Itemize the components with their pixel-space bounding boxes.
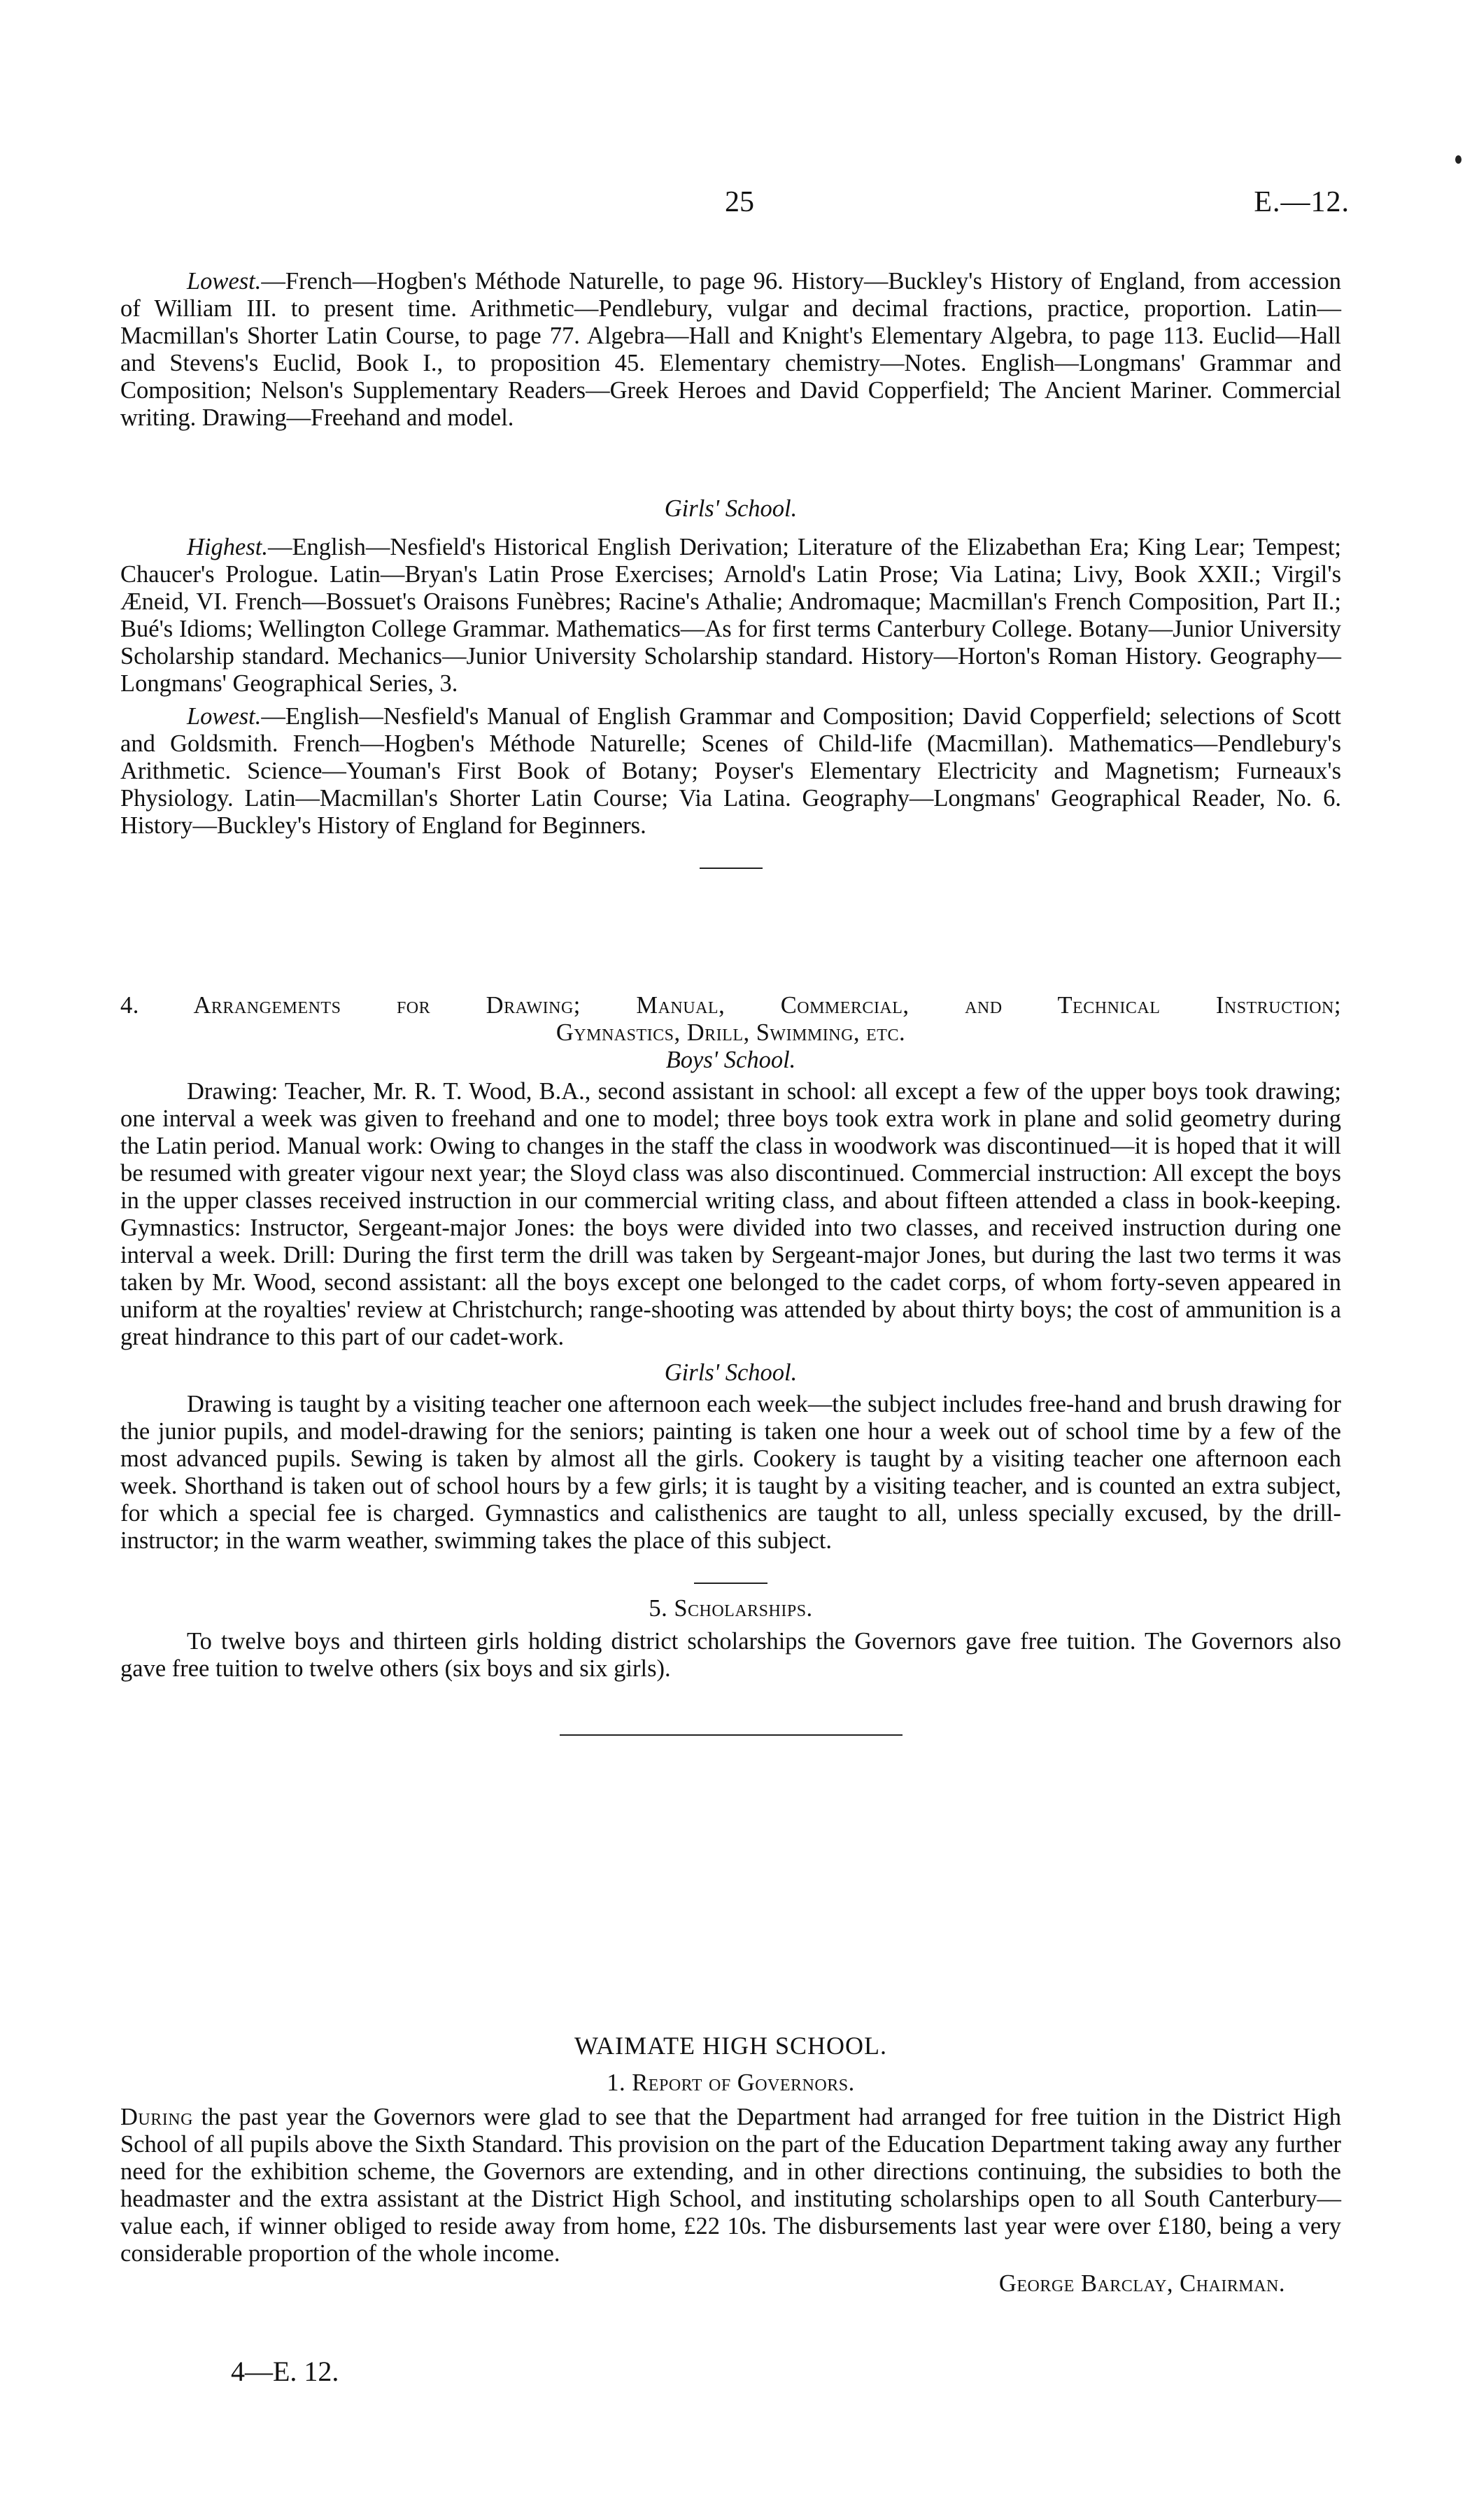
signature-mark: 4—E. 12. — [231, 2356, 339, 2387]
section-divider — [700, 868, 763, 869]
scholarships-paragraph: To twelve boys and thirteen girls holding district scholarships the Governors gave free tuition. The Governors also gave free tuition to twelve others (six boys and six girls). — [120, 1628, 1341, 1682]
document-reference: E.—12. — [1254, 186, 1350, 218]
section-4-number: 4. — [120, 992, 139, 1019]
report-paragraph — [120, 2104, 1341, 2267]
page-number: 25 — [725, 186, 754, 218]
girls-arrangements-paragraph: Drawing is taught by a visiting teacher one afternoon each week—the subject includes free-hand and brush drawing for the junior pupils, and model-drawing for the seniors; painting is taken one hour a week out of school time by a few of the most advanced pupils. Sewing is taken by almost all the girls. Cookery is taught by a visiting teacher one afternoon each week. Shorthand is taken out of school hours by a few girls; it is taught by a visiting teacher, and is counted an extra subject, for which a special fee is charged. Gymnastics and calisthenics are taught to all, unless specially excused, by the drill-instructor; in the warm weather, swimming takes the place of this subject. — [120, 1391, 1341, 1554]
lowest-lead: Lowest. — [187, 703, 262, 730]
girls-school-heading: Girls' School. — [664, 495, 798, 522]
boys-arrangements-paragraph: Drawing: Teacher, Mr. R. T. Wood, B.A., second assistant in school: all except a few of the upper boys took drawing; one interval a week was given to freehand and one to model; three boys took extra work in plane and solid geometry during the Latin period. Manual work: Owing to changes in the staff the class in woodwork was discontinued—it is hoped that it will be resumed with greater vigour next year; the Sloyd class was also discontinued. Commercial instruction: All except the boys in the upper classes received instruction in our commercial writing class, and about fifteen attended a class in book-keeping. Gymnastics: Instructor, Sergeant-major Jones: the boys were divided into two classes, and received instruction during one interval a week. Drill: During the first term the drill was taken by Sergeant-major Jones, but during the last two terms it was taken by Mr. Wood, second assistant: all the boys except one belonged to the cadet corps, of whom forty-seven appeared in uniform at the royalties' review at Christchurch; range-shooting was attended by about thirty boys; the cost of ammunition is a great hindrance to this part of our cadet-work. — [120, 1078, 1341, 1350]
waimate-title: WAIMATE HIGH SCHOOL. — [574, 2032, 887, 2060]
girls-highest-text: —English—Nesfield's Historical English Derivation; Literature of the Elizabethan Era; King Lear; Tempest; Chaucer's Prologue. Latin—Bryan's Latin Prose Exercises; Arnold's Latin Prose; Via Latina; Livy, Book XXII.; Virgil's Æneid, VI. French—Bossuet's Oraisons Funèbres; Racine's Athalie; Andromaque; Macmillan's French Composition, Part II.; Bué's Idioms; Wellington College Grammar. Mathematics—As for first terms Canterbury College. Botany—Junior University Scholarship standard. Mechanics—Junior University Scholarship standard. History—Horton's Roman History. Geography—Longmans' Geographical Series, 3. — [120, 534, 1341, 697]
waimate-block — [120, 2032, 1341, 2298]
girls-lowest-paragraph — [120, 703, 1341, 840]
boys-school-heading: Boys' School. — [665, 1047, 796, 1073]
section-divider — [694, 1583, 767, 1584]
girls-curriculum-block — [120, 495, 1341, 869]
boys-lowest-text: —French—Hogben's Méthode Naturelle, to page 96. History—Buckley's History of England, from accession of William III. to present time. Arithmetic—Pendlebury, vulgar and decimal fractions, practice, proportion. Latin—Macmillan's Shorter Latin Course, to page 77. Algebra—Hall and Knight's Elementary Algebra, to page 113. Euclid—Hall and Stevens's Euclid, Book I., to proposition 45. Elementary chemistry—Notes. English—Longmans' Grammar and Composition; Nelson's Supplementary Readers—Greek Heroes and David Copperfield; The Ancient Mariner. Commercial writing. Drawing—Freehand and model. — [120, 268, 1341, 431]
chairman-signature: George Barclay, Chairman. — [998, 2270, 1285, 2297]
lowest-lead: Lowest. — [187, 268, 262, 295]
section-4-title-line2: Gymnastics, Drill, Swimming, etc. — [555, 1019, 906, 1046]
section-5-block — [120, 1595, 1341, 1736]
ink-dot — [1455, 155, 1462, 164]
report-lead: During — [120, 2104, 193, 2130]
girls-school-heading-2: Girls' School. — [664, 1359, 798, 1386]
long-divider — [560, 1734, 903, 1736]
girls-lowest-text: —English—Nesfield's Manual of English Grammar and Composition; David Copperfield; selections of Scott and Goldsmith. French—Hogben's Méthode Naturelle; Scenes of Child-life (Macmillan). Mathematics—Pendlebury's Arithmetic. Science—Youman's First Book of Botany; Poyser's Elementary Electricity and Magnetism; Furneaux's Physiology. Latin—Macmillan's Shorter Latin Course; Via Latina. Geography—Longmans' Geographical Reader, No. 6. History—Buckley's History of England for Beginners. — [120, 703, 1341, 839]
section-4-block — [120, 992, 1341, 1584]
report-text: the past year the Governors were glad to see that the Department had arranged for free tuition in the District High School of all pupils above the Sixth Standard. This provision on the part of the Education Department taking away any further need for the exhibition scheme, the Governors are extending, and in other directions continuing, the subsidies to both the headmaster and the extra assistant at the District High School, and instituting scholarships open to all South Canterbury—value each, if winner obliged to reside away from home, £22 10s. The disbursements last year were over £180, being a very considerable proportion of the whole income. — [120, 2104, 1341, 2267]
boys-lowest-paragraph — [120, 268, 1341, 432]
section-4-title-line1: 4. Arrangements for Drawing; Manual, Commercial, and Technical Instruction; — [120, 992, 1341, 1019]
scholarships-heading: 5. Scholarships. — [649, 1595, 813, 1622]
highest-lead: Highest. — [187, 534, 268, 560]
boys-lowest-block — [120, 268, 1341, 432]
report-of-governors-heading: 1. Report of Governors. — [607, 2069, 855, 2096]
girls-highest-paragraph — [120, 534, 1341, 698]
